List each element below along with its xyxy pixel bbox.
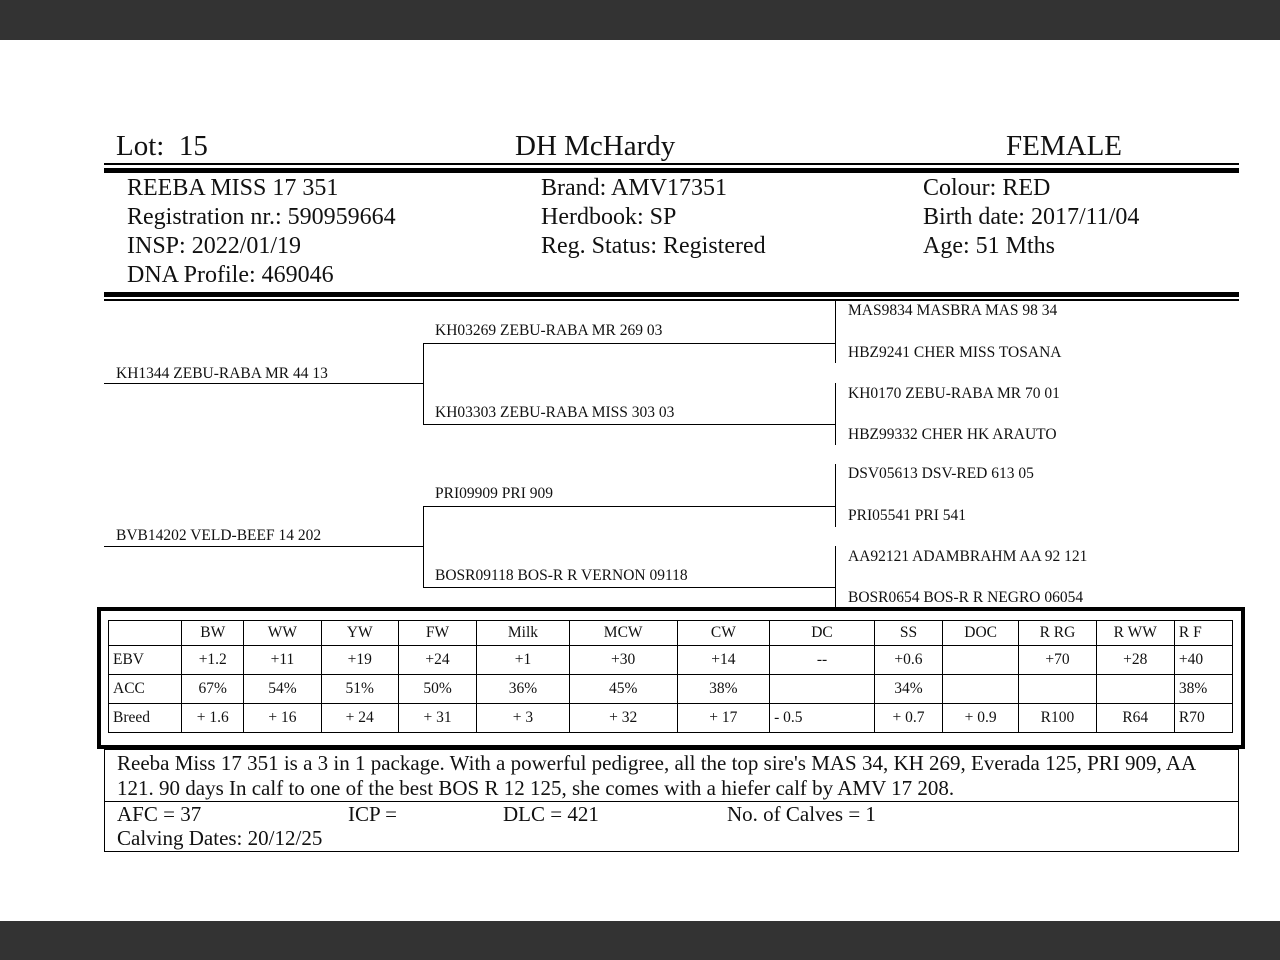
pedigree-line — [423, 343, 424, 425]
ebv-cell: 38% — [677, 675, 770, 704]
info-rule-thick — [104, 292, 1239, 297]
pedigree-ggp-5: DSV05613 DSV-RED 613 05 — [848, 465, 1034, 482]
ebv-cell: + 0.7 — [874, 704, 942, 733]
ebv-row-label: ACC — [109, 675, 182, 704]
ebv-cell: +19 — [321, 646, 398, 675]
bottom-bar — [0, 921, 1280, 960]
ebv-cell: +28 — [1096, 646, 1174, 675]
ebv-cell: + 17 — [677, 704, 770, 733]
header-rule-thin — [104, 163, 1239, 165]
info-rule-thin — [104, 299, 1239, 301]
pedigree-ggp-6: PRI05541 PRI 541 — [848, 507, 966, 524]
herdbook: Herdbook: SP — [541, 204, 677, 230]
ebv-cell: R100 — [1019, 704, 1096, 733]
ebv-cell: 36% — [477, 675, 570, 704]
age: Age: 51 Mths — [923, 233, 1055, 259]
reg-status: Reg. Status: Registered — [541, 233, 766, 259]
sex-label: FEMALE — [1006, 130, 1122, 162]
ebv-cell: +1 — [477, 646, 570, 675]
ebv-cell: R70 — [1174, 704, 1232, 733]
colour: Colour: RED — [923, 175, 1051, 201]
lot-number: 15 — [178, 130, 208, 162]
ebv-cell: +0.6 — [874, 646, 942, 675]
calves-count: No. of Calves = 1 — [727, 802, 876, 826]
ebv-header-cell: MCW — [569, 621, 677, 646]
pedigree-sire-dam: KH03303 ZEBU-RABA MISS 303 03 — [435, 404, 675, 421]
ebv-cell: + 3 — [477, 704, 570, 733]
calving-dates: Calving Dates: 20/12/25 — [117, 826, 323, 850]
ebv-cell: +14 — [677, 646, 770, 675]
pedigree-line — [104, 383, 424, 384]
ebv-cell — [1096, 675, 1174, 704]
pedigree-ggp-1: MAS9834 MASBRA MAS 98 34 — [848, 302, 1058, 319]
ebv-row-breed — [109, 704, 1233, 733]
pedigree-line — [835, 383, 836, 445]
ebv-cell — [770, 675, 875, 704]
ebv-cell: +40 — [1174, 646, 1232, 675]
ebv-cell: + 16 — [244, 704, 321, 733]
ebv-cell: 45% — [569, 675, 677, 704]
ebv-cell: +24 — [398, 646, 476, 675]
icp-value: ICP = — [348, 802, 397, 826]
dlc-value: DLC = 421 — [503, 802, 599, 826]
ebv-cell: +11 — [244, 646, 321, 675]
pedigree-sire-sire: KH03269 ZEBU-RABA MR 269 03 — [435, 322, 663, 339]
ebv-cell: 54% — [244, 675, 321, 704]
ebv-header-cell: CW — [677, 621, 770, 646]
ebv-header-row — [109, 621, 1233, 646]
pedigree-line — [423, 506, 836, 507]
ebv-cell: + 32 — [569, 704, 677, 733]
registration-number: Registration nr.: 590959664 — [127, 204, 396, 230]
ebv-cell — [943, 646, 1019, 675]
ebv-cell — [1019, 675, 1096, 704]
ebv-table — [108, 620, 1233, 733]
pedigree-ggp-4: HBZ99332 CHER HK ARAUTO — [848, 426, 1057, 443]
notes-box — [104, 749, 1239, 852]
header-rule-thick — [104, 168, 1239, 173]
pedigree-dam-dam: BOSR09118 BOS-R R VERNON 09118 — [435, 567, 688, 584]
ebv-cell: + 24 — [321, 704, 398, 733]
insp-date: INSP: 2022/01/19 — [127, 233, 302, 259]
ebv-cell: R64 — [1096, 704, 1174, 733]
pedigree-ggp-2: HBZ9241 CHER MISS TOSANA — [848, 344, 1062, 361]
pedigree-ggp-7: AA92121 ADAMBRAHM AA 92 121 — [848, 548, 1088, 565]
ebv-header-cell: WW — [244, 621, 321, 646]
birth-date: Birth date: 2017/11/04 — [923, 204, 1140, 230]
ebv-cell: +1.2 — [182, 646, 244, 675]
ebv-header-cell: R RG — [1019, 621, 1096, 646]
ebv-row-ebv — [109, 646, 1233, 675]
pedigree-sire: KH1344 ZEBU-RABA MR 44 13 — [116, 365, 328, 382]
ebv-header-cell — [109, 621, 182, 646]
pedigree-ggp-8: BOSR0654 BOS-R R NEGRO 06054 — [848, 589, 1084, 606]
ebv-cell: 67% — [182, 675, 244, 704]
pedigree-line — [423, 587, 836, 588]
ebv-row-acc — [109, 675, 1233, 704]
ebv-row-label: Breed — [109, 704, 182, 733]
ebv-cell: - 0.5 — [770, 704, 875, 733]
ebv-header-cell: BW — [182, 621, 244, 646]
pedigree-line — [423, 343, 836, 344]
lot-description: Reeba Miss 17 351 is a 3 in 1 package. With a powerful pedigree, all the top sire's MAS 34, KH 269, Everada 125, PRI 909, AA 121. 90 days In calf to one of the best BOS R 12 125, she comes with a hiefer calf by AMV 17 208. — [117, 751, 1196, 800]
ebv-cell — [943, 675, 1019, 704]
ebv-header-cell: R WW — [1096, 621, 1174, 646]
ebv-cell: 51% — [321, 675, 398, 704]
pedigree-line — [835, 546, 836, 608]
pedigree-dam: BVB14202 VELD-BEEF 14 202 — [116, 527, 322, 544]
ebv-header-cell: FW — [398, 621, 476, 646]
ebv-cell: 50% — [398, 675, 476, 704]
pedigree-dam-sire: PRI09909 PRI 909 — [435, 485, 553, 502]
ebv-cell: -- — [770, 646, 875, 675]
ebv-row-label: EBV — [109, 646, 182, 675]
pedigree-line — [104, 546, 424, 547]
ebv-header-cell: R F — [1174, 621, 1232, 646]
ebv-cell: +30 — [569, 646, 677, 675]
notes-divider — [105, 801, 1238, 802]
pedigree-line — [423, 506, 424, 588]
ebv-cell: + 31 — [398, 704, 476, 733]
pedigree-line — [835, 464, 836, 527]
ebv-cell: 34% — [874, 675, 942, 704]
ebv-cell: + 0.9 — [943, 704, 1019, 733]
ebv-cell: + 1.6 — [182, 704, 244, 733]
dna-profile: DNA Profile: 469046 — [127, 262, 334, 288]
pedigree-ggp-3: KH0170 ZEBU-RABA MR 70 01 — [848, 385, 1060, 402]
ebv-header-cell: DC — [770, 621, 875, 646]
brand: Brand: AMV17351 — [541, 175, 727, 201]
ebv-cell: +70 — [1019, 646, 1096, 675]
ebv-cell: 38% — [1174, 675, 1232, 704]
ebv-header-cell: SS — [874, 621, 942, 646]
pedigree-line — [835, 301, 836, 363]
afc-value: AFC = 37 — [117, 802, 202, 826]
ebv-header-cell: Milk — [477, 621, 570, 646]
pedigree-line — [423, 424, 836, 425]
top-bar — [0, 0, 1280, 40]
ebv-header-cell: YW — [321, 621, 398, 646]
ebv-header-cell: DOC — [943, 621, 1019, 646]
breeder-name: DH McHardy — [515, 130, 676, 162]
lot-label: Lot: 15 — [116, 130, 208, 162]
animal-name: REEBA MISS 17 351 — [127, 175, 339, 201]
